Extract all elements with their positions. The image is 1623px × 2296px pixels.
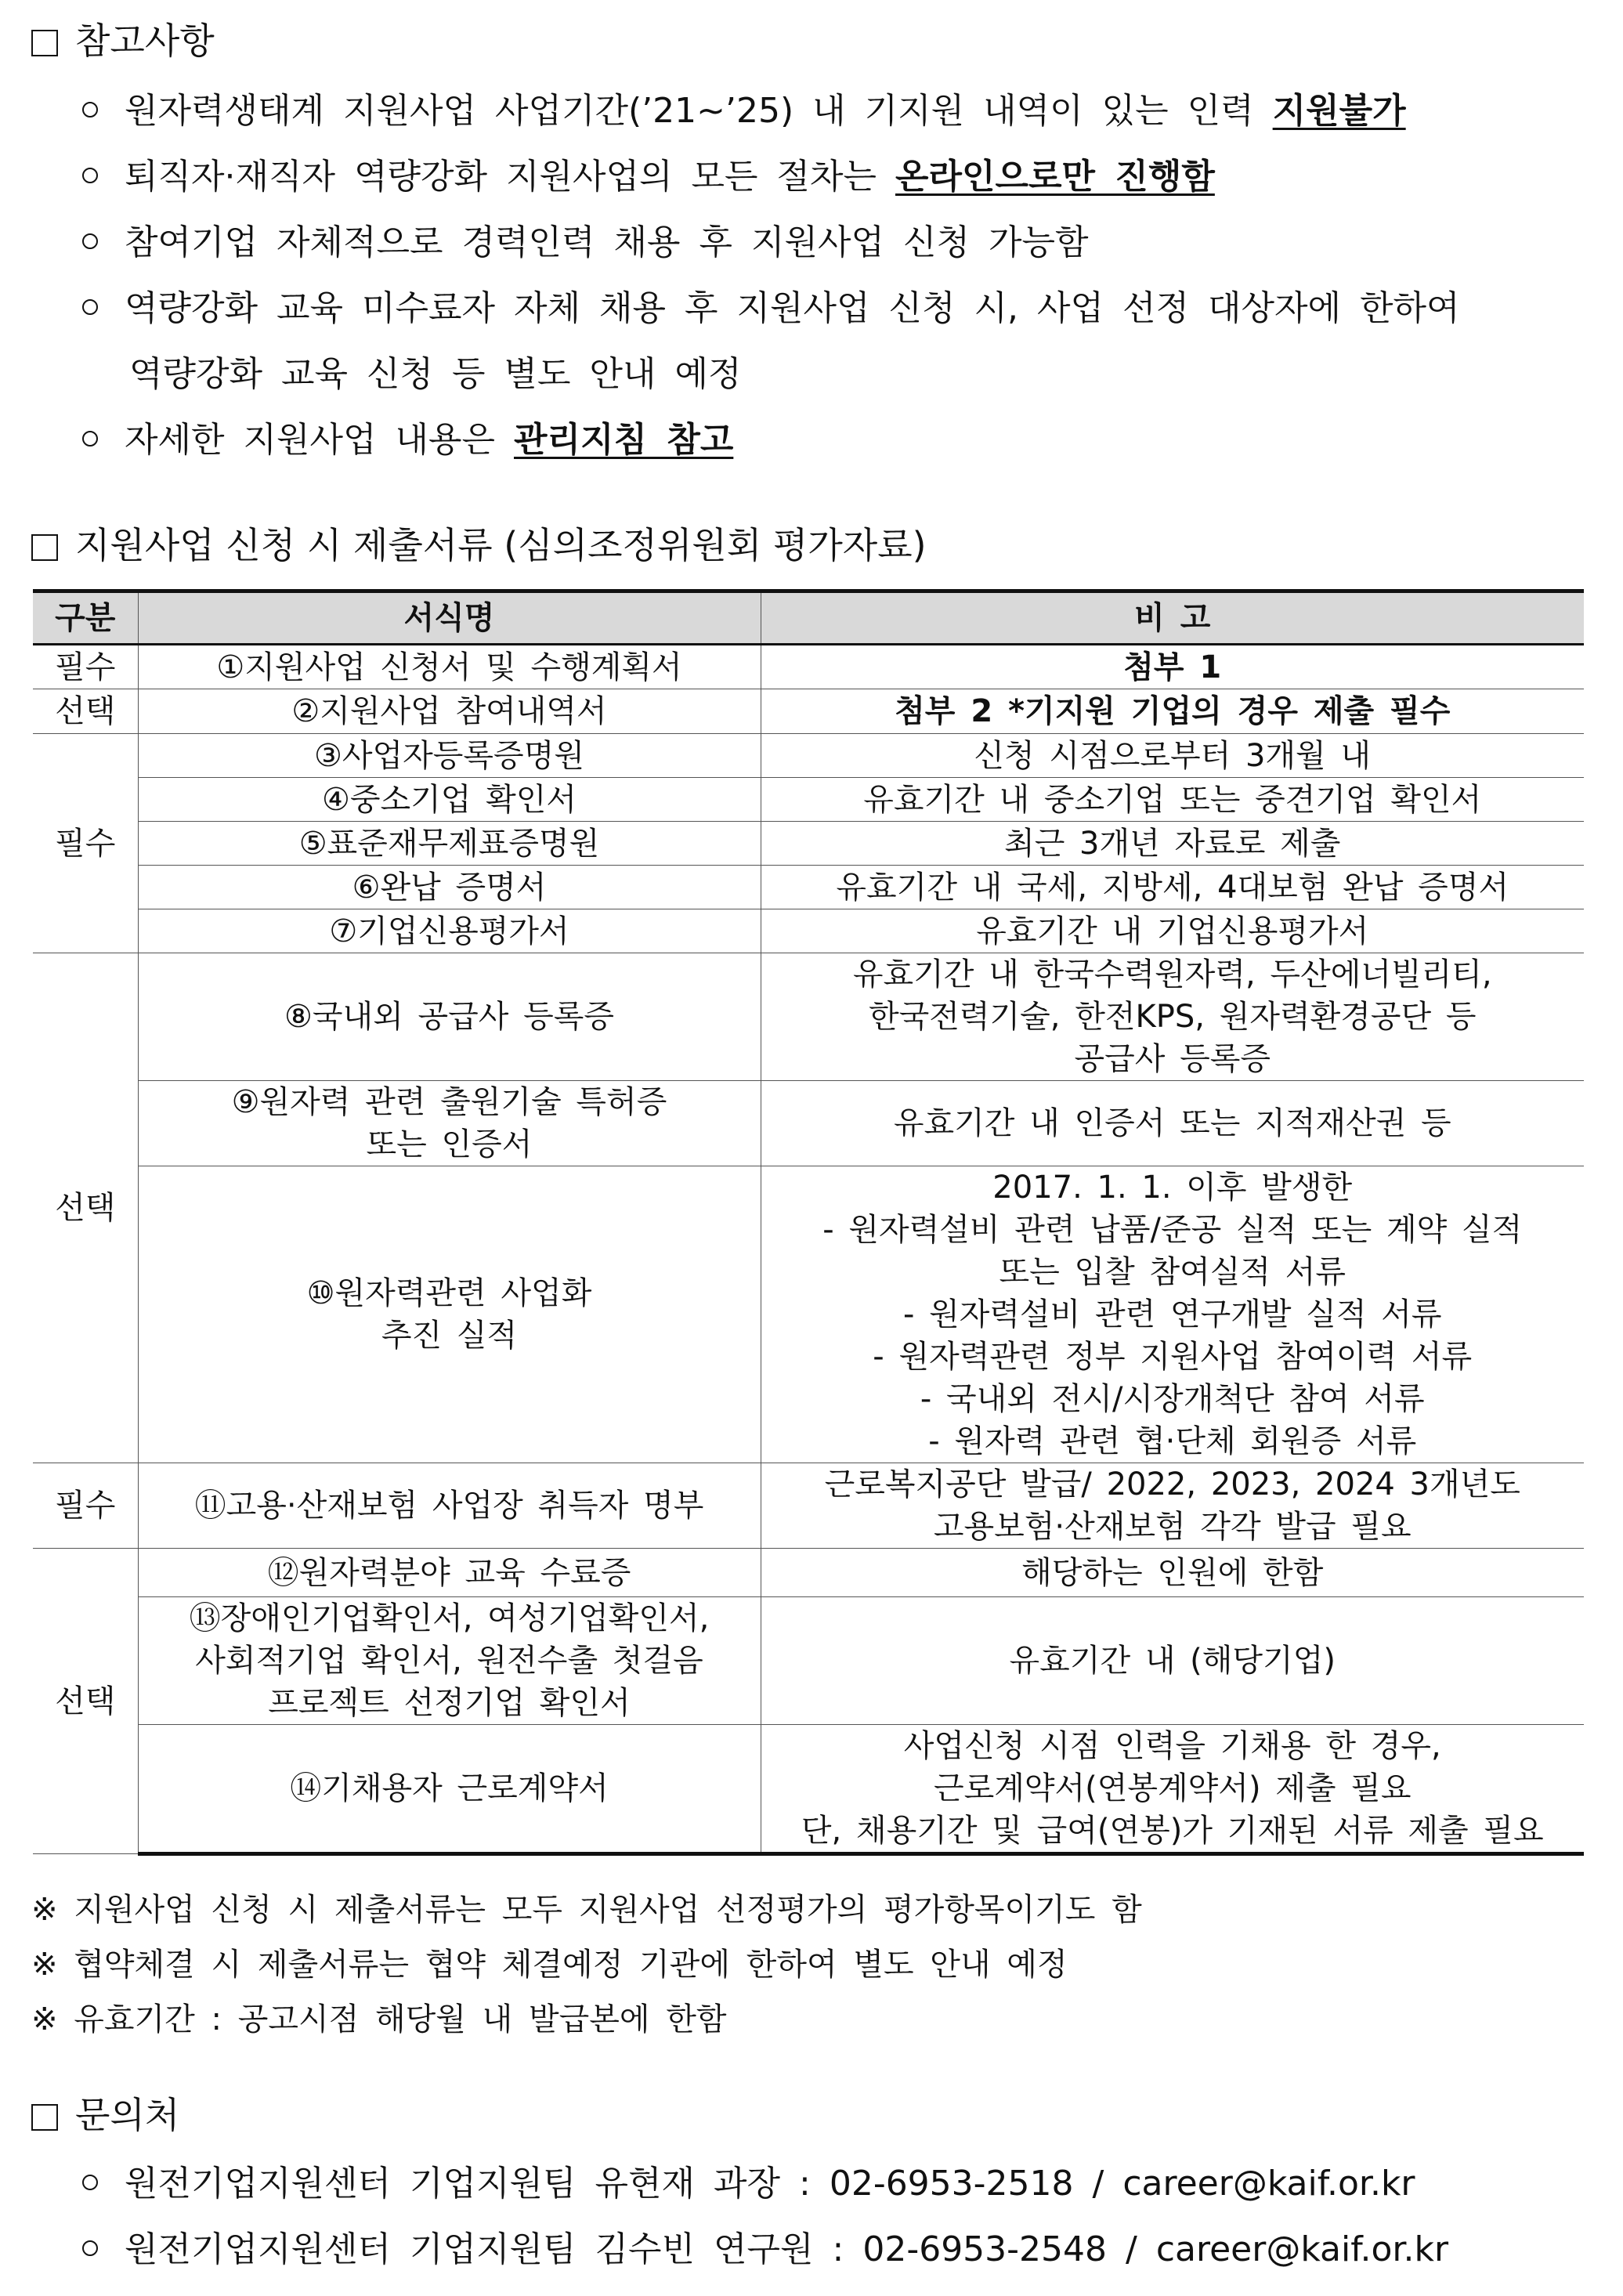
table-row: [33, 778, 1584, 822]
remarks-cell: 최근 3개년 자료로 제출: [761, 822, 1584, 866]
form-name-cell: ⑩원자력관련 사업화 추진 실적: [138, 1166, 761, 1463]
form-name-cell: ⑫원자력분야 교육 수료증: [138, 1549, 761, 1597]
form-name-cell: ①지원사업 신청서 및 수행계획서: [138, 645, 761, 689]
remarks-cell: 해당하는 인원에 한함: [761, 1549, 1584, 1597]
table-row: [33, 866, 1584, 909]
category-cell: 필수: [33, 1463, 138, 1549]
circle-bullet-icon: [82, 431, 98, 447]
remarks-cell: 유효기간 내 인증서 또는 지적재산권 등: [761, 1081, 1584, 1166]
circle-bullet-icon: [82, 168, 98, 183]
form-name-cell: ⑧국내외 공급사 등록증: [138, 953, 761, 1081]
form-name-cell: ②지원사업 참여내역서: [138, 689, 761, 734]
header-form-name: 서식명: [138, 591, 761, 645]
category-cell: 선택: [33, 689, 138, 734]
contact-item-1: 원전기업지원센터 기업지원팀 유현재 과장 : 02-6953-2518 / career@kaif.or.kr: [82, 2160, 1415, 2207]
table-row: [33, 1166, 1584, 1463]
header-remarks: 비 고: [761, 591, 1584, 645]
form-name-cell: ⑬장애인기업확인서, 여성기업확인서, 사회적기업 확인서, 원전수출 첫걸음 프로젝트 선정기업 확인서: [138, 1597, 761, 1725]
category-cell: 선택: [33, 953, 138, 1463]
remarks-cell: 유효기간 내 기업신용평가서: [761, 909, 1584, 953]
remarks-cell: 유효기간 내 국세, 지방세, 4대보험 완납 증명서: [761, 866, 1584, 909]
header-category: 구분: [33, 591, 138, 645]
remarks-cell: 신청 시점으로부터 3개월 내: [761, 734, 1584, 778]
remarks-cell: 유효기간 내 중소기업 또는 중견기업 확인서: [761, 778, 1584, 822]
remarks-cell: 근로복지공단 발급/ 2022, 2023, 2024 3개년도 고용보험·산재보험 각각 발급 필요: [761, 1463, 1584, 1549]
note-item-3: 참여기업 자체적으로 경력인력 채용 후 지원사업 신청 가능함: [82, 219, 1089, 266]
checkbox-square-icon: [31, 30, 58, 56]
checkbox-square-icon: [31, 534, 58, 561]
emphasis-text: 지원불가: [1272, 91, 1406, 131]
category-cell: 필수: [33, 645, 138, 689]
remarks-cell: 첨부 2 *기지원 기업의 경우 제출 필수: [761, 689, 1584, 734]
table-row: [33, 1597, 1584, 1725]
table-row: [33, 822, 1584, 866]
form-name-cell: ⑦기업신용평가서: [138, 909, 761, 953]
contact-section-heading: 문의처: [31, 2092, 179, 2139]
circle-bullet-icon: [82, 2175, 98, 2190]
form-name-cell: ⑨원자력 관련 출원기술 특허증 또는 인증서: [138, 1081, 761, 1166]
footnote-1: ※ 지원사업 신청 시 제출서류는 모두 지원사업 선정평가의 평가항목이기도 함: [31, 1892, 1142, 1928]
form-name-cell: ⑪고용·산재보험 사업장 취득자 명부: [138, 1463, 761, 1549]
category-cell: 선택: [33, 1549, 138, 1854]
contact-item-2: 원전기업지원센터 기업지원팀 김수빈 연구원 : 02-6953-2548 / career@kaif.or.kr: [82, 2226, 1448, 2273]
form-name-cell: ④중소기업 확인서: [138, 778, 761, 822]
docs-section-heading: 지원사업 신청 시 제출서류 (심의조정위원회 평가자료): [31, 522, 927, 569]
note-item-1: 원자력생태계 지원사업 사업기간(’21~’25) 내 기지원 내역이 있는 인력 지원불가: [82, 88, 1406, 135]
documents-table: [33, 589, 1584, 1856]
emphasis-text: 관리지침 참고: [514, 420, 734, 460]
table-row: [33, 734, 1584, 778]
table-row: [33, 1081, 1584, 1166]
footnote-2: ※ 협약체결 시 제출서류는 협약 체결예정 기관에 한하여 별도 안내 예정: [31, 1947, 1068, 1983]
remarks-cell: 유효기간 내 한국수력원자력, 두산에너빌리티, 한국전력기술, 한전KPS, 원자력환경공단 등 공급사 등록증: [761, 953, 1584, 1081]
footnote-3: ※ 유효기간 : 공고시점 해당월 내 발급본에 한함: [31, 2001, 727, 2037]
table-row: [33, 953, 1584, 1081]
checkbox-square-icon: [31, 2104, 58, 2131]
circle-bullet-icon: [82, 2240, 98, 2256]
table-row: [33, 689, 1584, 734]
remarks-cell: 첨부 1: [761, 645, 1584, 689]
note-item-4: 역량강화 교육 미수료자 자체 채용 후 지원사업 신청 시, 사업 선정 대상자에 한하여: [82, 285, 1459, 332]
table-row: [33, 1549, 1584, 1597]
note-item-2: 퇴직자·재직자 역량강화 지원사업의 모든 절차는 온라인으로만 진행함: [82, 154, 1215, 201]
form-name-cell: ⑭기채용자 근로계약서: [138, 1725, 761, 1854]
circle-bullet-icon: [82, 299, 98, 315]
form-name-cell: ③사업자등록증명원: [138, 734, 761, 778]
table-row: [33, 1725, 1584, 1854]
form-name-cell: ⑥완납 증명서: [138, 866, 761, 909]
emphasis-text: 온라인으로만 진행함: [895, 157, 1215, 197]
remarks-cell: 사업신청 시점 인력을 기채용 한 경우, 근로계약서(연봉계약서) 제출 필요 단, 채용기간 및 급여(연봉)가 기재된 서류 제출 필요: [761, 1725, 1584, 1854]
table-row: [33, 1463, 1584, 1549]
table-header-row: [33, 591, 1584, 645]
remarks-cell: 유효기간 내 (해당기업): [761, 1597, 1584, 1725]
table-row: [33, 645, 1584, 689]
note-item-4-continuation: 역량강화 교육 신청 등 별도 안내 예정: [129, 354, 742, 394]
category-cell: 필수: [33, 734, 138, 953]
notes-section-heading: 참고사항: [31, 17, 215, 64]
note-item-5: 자세한 지원사업 내용은 관리지침 참고: [82, 417, 733, 464]
form-name-cell: ⑤표준재무제표증명원: [138, 822, 761, 866]
remarks-cell: 2017. 1. 1. 이후 발생한 - 원자력설비 관련 납품/준공 실적 또는 계약 실적 또는 입찰 참여실적 서류 - 원자력설비 관련 연구개발 실적 서류 - 원자력관련 정부 지원사업 참여이력 서류 - 국내외 전시/시장개척단 참여 서류 - 원자력 관련 협·단체 회원증 서류: [761, 1166, 1584, 1463]
circle-bullet-icon: [82, 102, 98, 118]
circle-bullet-icon: [82, 233, 98, 249]
table-row: [33, 909, 1584, 953]
